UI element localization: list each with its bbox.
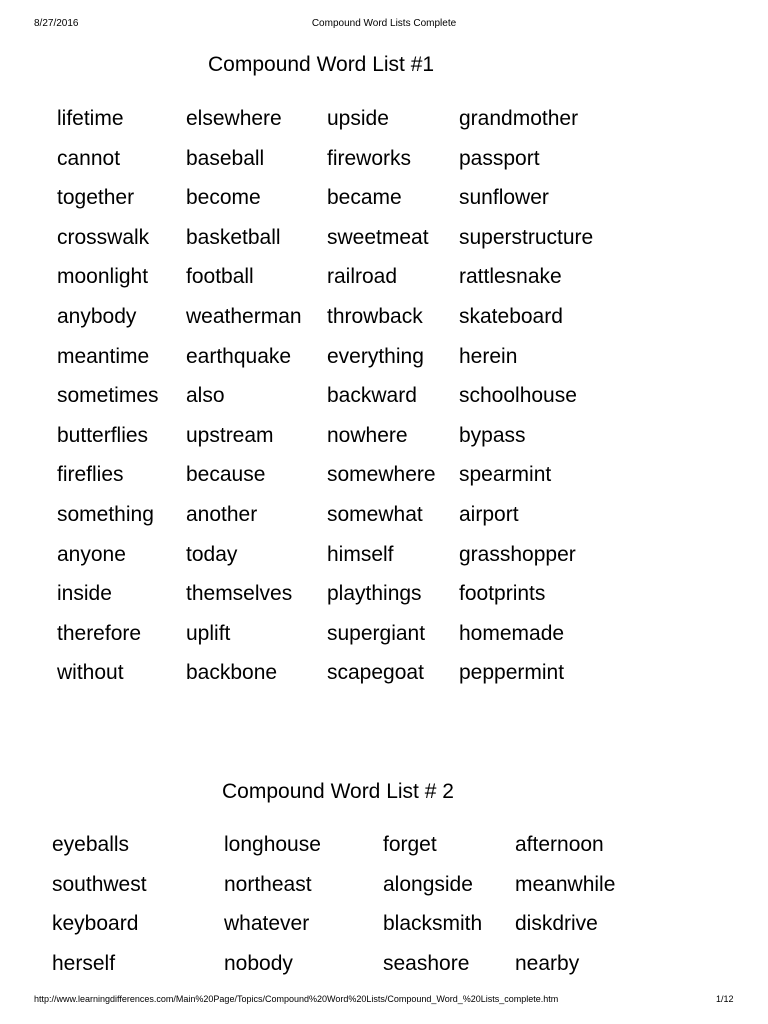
list1-word: became — [327, 186, 402, 210]
list1-word: nowhere — [327, 423, 408, 447]
list1-word: scapegoat — [327, 661, 424, 685]
list1-word: supergiant — [327, 621, 426, 645]
footer-page-number: 1/12 — [716, 994, 734, 1004]
list1-word: together — [57, 186, 135, 210]
list1-word: elsewhere — [186, 107, 282, 130]
list1-word: passport — [459, 146, 540, 170]
list1-word: because — [186, 463, 266, 487]
list1-word: sometimes — [57, 384, 159, 408]
list1-word: spearmint — [459, 463, 552, 487]
list1-word: crosswalk — [57, 225, 150, 249]
list1-word: rattlesnake — [459, 265, 562, 289]
list1-word: skateboard — [459, 305, 563, 328]
list1-word: footprints — [459, 582, 546, 606]
list1-word: become — [186, 186, 261, 210]
list1-word: sweetmeat — [327, 225, 429, 249]
list1-word: herein — [459, 344, 518, 368]
list1-word: therefore — [57, 621, 142, 645]
list1-word: backbone — [186, 661, 278, 685]
list1-word: weatherman — [186, 305, 302, 328]
list1-word: sunflower — [459, 186, 549, 210]
list1-word: playthings — [327, 582, 422, 606]
list1-word: without — [57, 661, 124, 685]
list1-word: upstream — [186, 423, 274, 447]
print-header-title: Compound Word Lists Complete — [311, 18, 457, 29]
list1-word: something — [57, 503, 154, 526]
list1-word: fireworks — [327, 146, 412, 170]
list1-word: himself — [327, 542, 394, 566]
list2-word: forget — [383, 833, 437, 856]
list1-word: anybody — [57, 305, 137, 328]
list1-word: fireflies — [57, 463, 124, 487]
list1-word: butterflies — [57, 423, 149, 447]
list1-word: everything — [327, 344, 424, 368]
list1-word: grandmother — [459, 107, 579, 130]
list2-word: eyeballs — [52, 833, 130, 856]
list2-word: afternoon — [515, 833, 604, 856]
list2-word: seashore — [383, 951, 470, 975]
list1-word: meantime — [57, 344, 150, 368]
list1-word: another — [186, 503, 258, 526]
list1-word: cannot — [57, 146, 121, 170]
list1-word: inside — [57, 582, 112, 606]
list1-word: airport — [459, 503, 519, 526]
list-1-title: Compound Word List #1 — [208, 53, 435, 76]
list1-word: throwback — [327, 305, 423, 328]
list1-word: grasshopper — [459, 542, 576, 566]
list1-word: anyone — [57, 542, 126, 566]
list1-word: peppermint — [459, 661, 565, 685]
list1-word: baseball — [186, 146, 265, 170]
list2-word: nearby — [515, 951, 580, 975]
list1-word: superstructure — [459, 225, 594, 249]
list1-word: themselves — [186, 582, 293, 606]
list2-word: meanwhile — [515, 872, 616, 896]
list2-word: longhouse — [224, 833, 321, 856]
list2-word: alongside — [383, 872, 473, 896]
list1-word: uplift — [186, 621, 231, 645]
list1-word: earthquake — [186, 344, 292, 368]
list2-word: herself — [52, 951, 116, 975]
list2-word: keyboard — [52, 912, 139, 936]
list2-word: nobody — [224, 951, 293, 975]
list1-word: today — [186, 542, 238, 566]
list2-word: southwest — [52, 872, 147, 896]
list1-word: upside — [327, 107, 389, 130]
list2-word: whatever — [224, 912, 310, 936]
print-date: 8/27/2016 — [34, 18, 79, 29]
list1-word: also — [186, 384, 225, 408]
list1-word: somewhat — [327, 503, 423, 526]
footer-url: http://www.learningdifferences.com/Main%20Page/Topics/Compound%20Word%20Lists/Compound_Word_%20Lists_complete.htm — [34, 994, 559, 1004]
list1-word: lifetime — [57, 107, 124, 130]
list1-word: schoolhouse — [459, 384, 577, 408]
list1-word: homemade — [459, 621, 565, 645]
list1-word: bypass — [459, 423, 526, 447]
list-2-title: Compound Word List # 2 — [222, 780, 454, 803]
list1-word: backward — [327, 384, 417, 408]
list2-word: diskdrive — [515, 912, 598, 936]
list1-word: railroad — [327, 265, 398, 289]
list2-word: northeast — [224, 872, 312, 896]
list2-word: blacksmith — [383, 912, 483, 936]
list1-word: football — [186, 265, 254, 289]
list1-word: somewhere — [327, 463, 436, 487]
list1-word: moonlight — [57, 265, 149, 289]
list1-word: basketball — [186, 225, 281, 249]
